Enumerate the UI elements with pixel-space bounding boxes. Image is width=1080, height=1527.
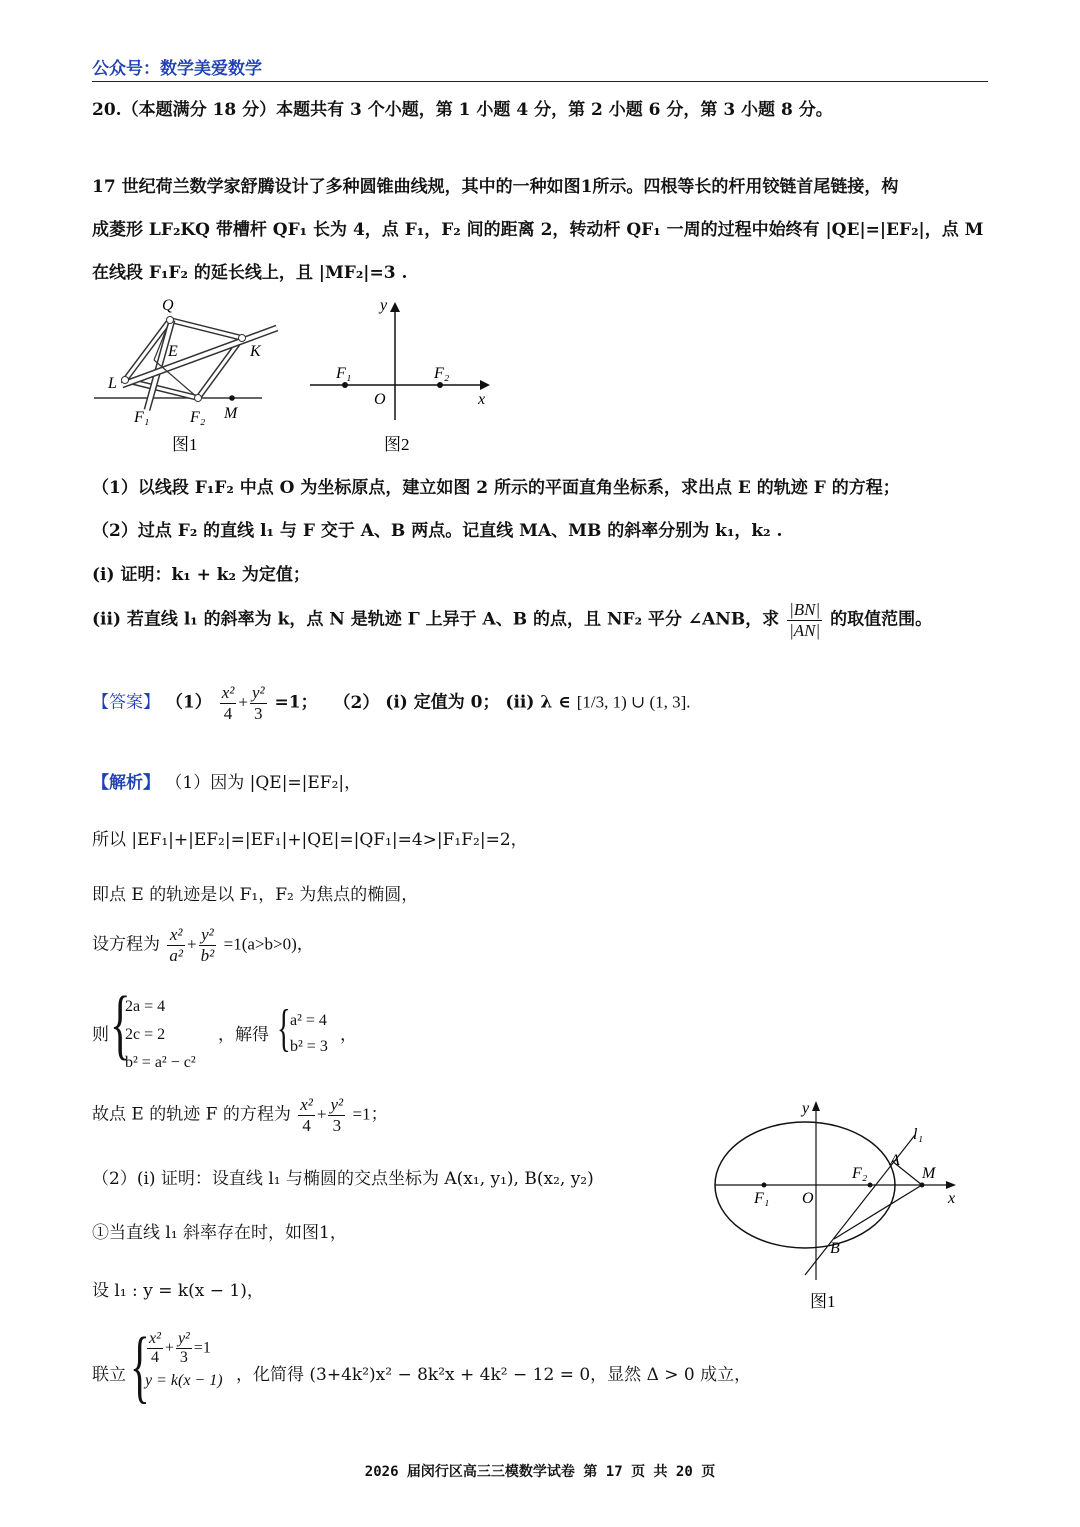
fig1-label-E: E xyxy=(168,343,178,360)
answer-eq1-rhs: =1； xyxy=(274,692,318,713)
analysis-line4: 设方程为 $\frac{\text{x²}}{\text{a²}}$ + $\frac{\text{y²}}{\text{b²}}$ =1(a>b>0)， xyxy=(92,925,314,965)
header-rule xyxy=(92,81,988,82)
source-header: 公众号：数学美爱数学 xyxy=(92,59,262,79)
analysis-tag: 【解析】 xyxy=(92,773,160,793)
fig3-label-l1: l₁ xyxy=(913,1126,924,1143)
answer-range: [1/3, 1) ∪ (1, 3]. xyxy=(576,692,691,712)
brace-1: { xyxy=(110,980,131,1067)
answer-tag: 【答案】 xyxy=(92,692,160,712)
problem-intro-line3: 在线段 F₁F₂ 的延长线上，且 |MF₂|=3 . xyxy=(92,263,408,283)
analysis-line2: 所以 |EF₁|+|EF₂|=|EF₁|+|QE|=|QF₁|=4>|F₁F₂|=2， xyxy=(92,830,528,850)
analysis-line6: 故点 E 的轨迹 F 的方程为 $\frac{\text{x²}}{4}$ + $\frac{\text{y²}}{3}$ =1； xyxy=(92,1095,388,1135)
fig3-label-y: y xyxy=(802,1100,810,1117)
system-1: 2a = 4 2c = 2 b² = a² − c² xyxy=(125,998,196,1071)
question-1: （1）以线段 F₁F₂ 中点 O 为坐标原点，建立如图 2 所示的平面直角坐标系，求出点 E 的轨迹 F 的方程； xyxy=(92,478,900,498)
answer-line: 【答案】 （1） $\frac{\text{x²}}{4}$ + $\frac{\text{y²}}{3}$ =1； （2） (i) 定值为 0； (ii) λ ∈ [1/3, 1) ∪ (1, 3]. xyxy=(92,683,691,723)
analysis-line3: 即点 E 的轨迹是以 F₁，F₂ 为焦点的椭圆， xyxy=(92,885,419,905)
figure-1-linkage xyxy=(92,290,292,460)
answer-part2-ii: (ii) λ ∈ xyxy=(505,692,571,713)
question-2: （2）过点 F₂ 的直线 l₁ 与 F 交于 A、B 两点。记直线 MA、MB 的斜率分别为 k₁，k₂ . xyxy=(92,521,783,541)
analysis-line10-pre: 联立 xyxy=(92,1365,126,1385)
analysis-line7: （2）(i) 证明：设直线 l₁ 与椭圆的交点坐标为 A(x₁, y₁), B(x₂, y₂) xyxy=(92,1169,594,1189)
fig2-label-F2: F₂ xyxy=(434,365,450,382)
figure-2-axes xyxy=(300,290,500,460)
fig1-label-L: L xyxy=(108,375,117,392)
fig2-label-x: x xyxy=(478,391,486,408)
problem-heading: 20.（本题满分 18 分）本题共有 3 个小题，第 1 小题 4 分，第 2 小题 6 分，第 3 小题 8 分。 xyxy=(92,100,833,120)
system-3: $\frac{\text{x²}}{4}$ + $\frac{\text{y²}}{3}$ =1 y = k(x − 1) xyxy=(145,1330,223,1389)
fig1-label-F2: F₂ xyxy=(190,409,206,426)
question-2-ii xyxy=(92,600,932,640)
analysis-line5-mid: ，解得 xyxy=(218,1025,269,1045)
answer-frac-y: $\frac{\text{y²}}{3}$ xyxy=(251,683,265,723)
fig1-label-K: K xyxy=(250,343,261,360)
question-2-ii-tail: 的取值范围。 xyxy=(830,609,933,630)
fig3-label-B: B xyxy=(830,1240,840,1257)
fig1-caption: 图1 xyxy=(172,435,198,454)
problem-intro-line1: 17 世纪荷兰数学家舒腾设计了多种圆锥曲线规，其中的一种如图1所示。四根等长的杆用铰链首尾链接，构 xyxy=(92,177,899,197)
fig2-label-F1: F₁ xyxy=(336,365,352,382)
answer-part2-label: （2） xyxy=(333,692,380,713)
figure-ellipse xyxy=(710,1095,970,1315)
ratio-fraction: $\frac{|BN|}{|AN|}$ xyxy=(789,600,821,640)
problem-intro-line2: 成菱形 LF₂KQ 带槽杆 QF₁ 长为 4，点 F₁，F₂ 间的距离 2，转动杆 QF₁ 一周的过程中始终有 |QE|=|EF₂|，点 M xyxy=(92,220,984,240)
analysis-line8: ①当直线 l₁ 斜率存在时，如图1， xyxy=(92,1223,347,1243)
brace-2: { xyxy=(277,1000,291,1057)
fig3-label-F1: F₁ xyxy=(754,1190,770,1207)
fig2-caption: 图2 xyxy=(384,435,410,454)
analysis-line5-pre: 则 xyxy=(92,1025,109,1045)
analysis-line1: 【解析】 （1）因为 |QE|=|EF₂|， xyxy=(92,773,362,793)
answer-part2-i: (i) 定值为 0； xyxy=(385,692,500,713)
fig1-label-M: M xyxy=(224,405,238,422)
brace-3: { xyxy=(130,1320,150,1411)
answer-part1-label: （1） xyxy=(165,692,212,713)
fig1-label-F1: F₁ xyxy=(134,409,150,426)
fig3-caption: 图1 xyxy=(810,1292,836,1311)
fig1-label-Q: Q xyxy=(162,297,174,314)
fig3-label-F2: F₂ xyxy=(852,1165,868,1182)
fig3-label-A: A xyxy=(890,1152,900,1169)
fig3-label-x: x xyxy=(948,1190,956,1207)
fig2-label-y: y xyxy=(380,297,388,314)
answer-frac-x: $\frac{\text{x²}}{4}$ xyxy=(221,683,235,723)
page-footer: 2026 届闵行区高三三模数学试卷 第 17 页 共 20 页 xyxy=(364,1464,716,1480)
analysis-line9: 设 l₁ : y = k(x − 1)， xyxy=(92,1281,264,1301)
question-2-i: (i) 证明：k₁ + k₂ 为定值； xyxy=(92,565,310,585)
fig2-label-O: O xyxy=(374,391,386,408)
fig3-label-M: M xyxy=(922,1165,936,1182)
analysis-line10-post: ，化简得 (3+4k²)x² − 8k²x + 4k² − 12 = 0，显然 Δ > 0 成立， xyxy=(236,1365,752,1385)
system-2: a² = 4 b² = 3 xyxy=(290,1012,328,1055)
question-2-ii-text: (ii) 若直线 l₁ 的斜率为 k，点 N 是轨迹 Γ 上异于 A、B 的点，且 NF₂ 平分 ∠ANB，求 xyxy=(92,609,780,630)
fig3-label-O: O xyxy=(802,1190,814,1207)
